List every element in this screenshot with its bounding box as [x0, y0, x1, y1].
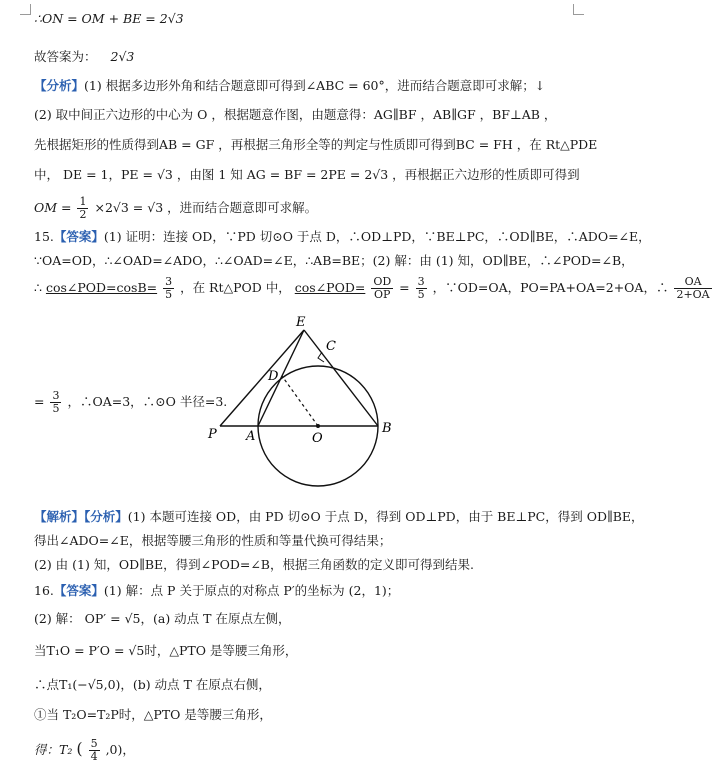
segment-ab — [258, 330, 304, 426]
point-o — [316, 424, 320, 428]
fraction-three-fifths-2: $\frac{3}{5}$ — [417, 275, 425, 301]
line-7 — [34, 196, 317, 221]
answer-label: 故答案为： — [34, 49, 97, 64]
line-14: (2) 由 (1) 知，OD∥BE，得到∠POD=∠B，根据三角函数的定义即可得到结果. — [34, 557, 474, 572]
line-5: 先根据矩形的性质得到AB = GF ，再根据三角形全等的判定与性质即可得到BC = FH ，在 Rt△PDE — [34, 137, 598, 152]
line-9: ∵OA=OD，∴∠OAD=∠ADO，∴∠OAD=∠E，∴AB=BE；(2) 解：由 (1) 知，OD∥BE，∴∠POD=∠B， — [34, 253, 634, 268]
label-e: E — [296, 315, 306, 330]
corner-mark-right — [573, 4, 584, 15]
line-4: (2) 取中间正六边形的中心为 O ，根据题意作图，由题意得：AG∥BF ，AB∥GF ，BF⊥AB ， — [34, 107, 557, 122]
geometry-diagram — [196, 310, 416, 490]
fraction-three-fifths: $\frac{3}{5}$ — [165, 275, 173, 301]
label-d: D — [268, 369, 279, 384]
answer-value: 2√3 — [110, 49, 135, 64]
line-11: = $\frac{3}{5}$ ，∴OA=3，∴⊙O 半径=3. — [34, 389, 228, 415]
fraction-half: $\frac{1}{2}$ — [79, 195, 87, 221]
om-label: OM = — [34, 200, 72, 215]
line-18: ∴点T₁(−√5,0)，(b) 动点 T 在原点右侧， — [34, 677, 271, 692]
label-b: B — [382, 421, 392, 436]
line-16: (2) 解： OP′ = √5，(a) 动点 T 在原点左侧， — [34, 611, 291, 626]
segment-od — [282, 376, 318, 426]
fraction-oa: $\frac{OA}{2+OA}$ — [676, 275, 710, 301]
fraction-five-quarters: $\frac{5}{4}$ — [90, 737, 98, 763]
segment-eb — [304, 330, 378, 426]
line-20: 得：T₂ ( $\frac{5}{4}$ ,0)， — [34, 737, 135, 763]
right-angle-mark — [318, 352, 324, 362]
line-6: 中， DE = 1，PE = √3 ，由图 1 知 AG = BF = 2PE = 2√3 ，再根据正六边形的性质即可得到 — [34, 167, 580, 182]
label-p: P — [208, 427, 217, 442]
label-c: C — [326, 339, 336, 354]
line-8: 15.【答案】(1) 证明：连接 OD，∵PD 切⊙O 于点 D，∴OD⊥PD，∵BE⊥PC，∴OD∥BE，∴ADO=∠E， — [34, 229, 651, 244]
om-rest: ×2√3 = √3 ，进而结合题意即可求解。 — [94, 200, 318, 215]
cos-pod-cosb: cos∠POD=cosB= — [45, 280, 158, 295]
label-o: O — [312, 431, 323, 446]
line-13: 得出∠ADO=∠E，根据等腰三角形的性质和等量代换可得结果； — [34, 533, 392, 548]
line-12: 【解析】【分析】(1) 本题可连接 OD，由 PD 切⊙O 于点 D，得到 OD⊥PD，由于 BE⊥PC，得到 OD∥BE， — [34, 509, 644, 524]
fraction-three-fifths-3: $\frac{3}{5}$ — [52, 389, 60, 415]
line-19: ①当 T₂O=T₂P时，△PTO 是等腰三角形， — [34, 707, 272, 722]
label-a: A — [246, 429, 256, 444]
line-17: 当T₁O = P′O = √5时，△PTO 是等腰三角形， — [34, 643, 298, 658]
corner-mark-left — [20, 4, 31, 15]
line-10: ∴ cos∠POD=cosB= $\frac{3}{5}$ ，在 Rt△POD 中， cos∠POD= $\frac{OD}{OP}$ = $\frac{3}{5}$ ，∵OD=OA，PO=PA+OA=2+OA，∴ $\frac{OA}{2+OA}$ — [34, 275, 710, 301]
fraction-od-op: $\frac{OD}{OP}$ — [373, 275, 392, 301]
line-2 — [34, 48, 134, 66]
line-15: 16.【答案】(1) 解：点 P 关于原点的对称点 P′的坐标为 (2，1)； — [34, 583, 400, 598]
line-1: ∴ON = OM + BE = 2√3 — [34, 11, 184, 26]
line-3: 【分析】(1) 根据多边形外角和结合题意即可得到∠ABC = 60°，进而结合题意即可求解；↓ — [34, 78, 546, 93]
segment-pe — [220, 330, 304, 426]
